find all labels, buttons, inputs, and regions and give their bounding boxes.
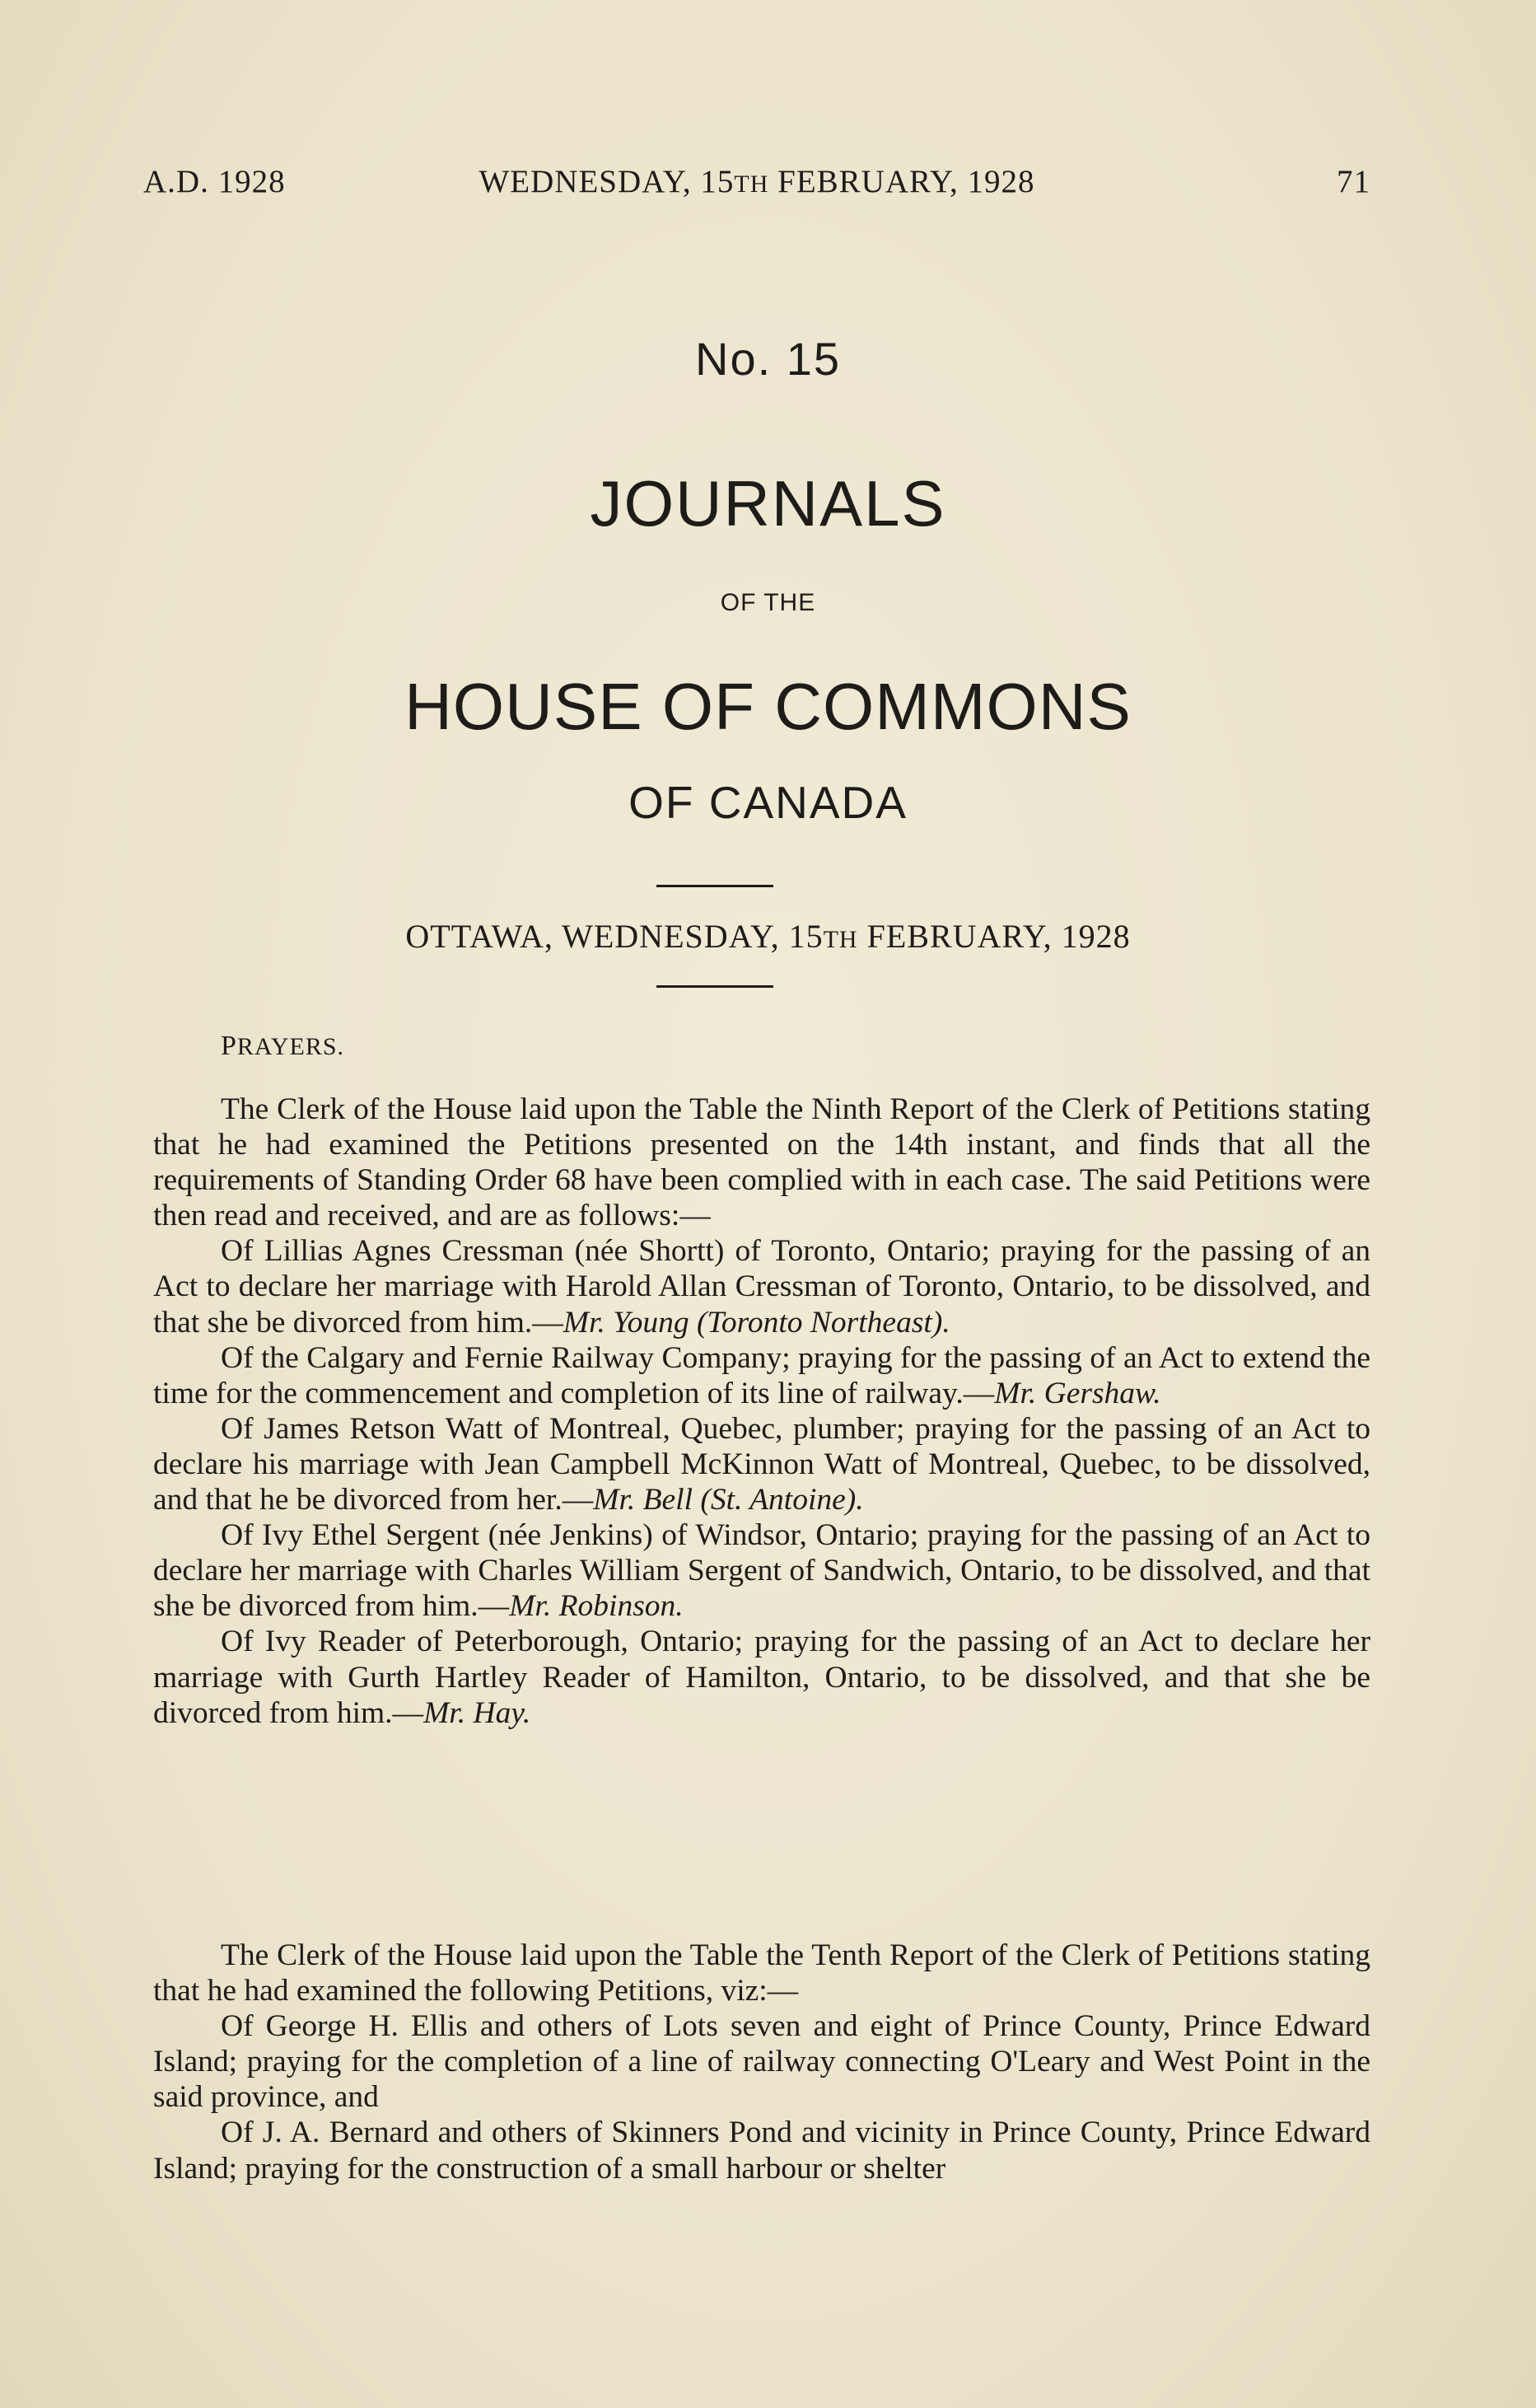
paragraph: Of James Retson Watt of Montreal, Quebec, plumber; praying for the passing of an Act to declare his marriage with Jean Campbell McKinnon Watt of Montreal, Quebec, to be dissolved, and that he be divorced from her.—Mr. Bell (St. Antoine). [153, 1411, 1370, 1517]
journal-number: No. 15 [695, 333, 841, 385]
dateline [0, 917, 1536, 956]
title-journals: JOURNALS [590, 467, 946, 540]
title-house-of-commons: HOUSE OF COMMONS [404, 670, 1132, 743]
dateline-prefix: OTTAWA, WEDNESDAY, 15 [405, 918, 824, 955]
divider-rule-bottom [656, 985, 773, 988]
member-name: Mr. Bell (St. Antoine). [593, 1483, 864, 1517]
member-name: Mr. Robinson. [509, 1589, 684, 1624]
paragraph: The Clerk of the House laid upon the Table the Tenth Report of the Clerk of Petitions stating that he had examined the following Petitions, viz:— [153, 1938, 1370, 2008]
header-date-prefix: WEDNESDAY, 15 [479, 164, 735, 199]
member-name: Mr. Young (Toronto Northeast). [563, 1305, 950, 1340]
prayers-heading [221, 1031, 344, 1062]
member-name: Mr. Hay. [423, 1695, 531, 1730]
paragraph: Of the Calgary and Fernie Railway Company; praying for the passing of an Act to extend the time for the commencement and completion of its line of railway.—Mr. Gershaw. [153, 1340, 1370, 1410]
dateline-suffix: FEBRUARY, 1928 [857, 918, 1131, 955]
prayers-initial: P [221, 1031, 237, 1061]
paragraph: Of Ivy Ethel Sergent (née Jenkins) of Windsor, Ontario; praying for the passing of an Act to declare her marriage with Charles William Sergent of Sandwich, Ontario, to be dissolved, and that she be divorced from him.—Mr. Robinson. [153, 1518, 1370, 1624]
paragraph: Of Ivy Reader of Peterborough, Ontario; praying for the passing of an Act to declare her marriage with Gurth Hartley Reader of Hamilton, Ontario, to be dissolved, and that she be divorced from him.—Mr. Hay. [153, 1625, 1370, 1730]
ninth-report-block [153, 1092, 1370, 1731]
member-name: Mr. Gershaw. [994, 1376, 1161, 1410]
title-of-the: OF THE [720, 589, 816, 616]
divider-rule-top [656, 885, 773, 887]
title-of-canada: OF CANADA [628, 777, 908, 828]
paragraph: Of Lillias Agnes Cressman (née Shortt) of Toronto, Ontario; praying for the passing of an Act to declare her marriage with Harold Allan Cressman of Toronto, Ontario, to be dissolved, and that she be divorced from him.—Mr. Young (Toronto Northeast). [153, 1234, 1370, 1340]
prayers-rest: RAYERS. [236, 1033, 345, 1060]
paragraph: Of J. A. Bernard and others of Skinners Pond and vicinity in Prince County, Prince Edward Island; praying for the construction of a small harbour or shelter [153, 2116, 1370, 2186]
header-year: A.D. 1928 [143, 164, 286, 199]
header-date [143, 163, 1370, 200]
dateline-ordinal: TH [823, 926, 858, 953]
running-header [143, 163, 1370, 206]
tenth-report-block [153, 1938, 1370, 2186]
header-date-suffix: FEBRUARY, 1928 [768, 164, 1035, 199]
paragraph: The Clerk of the House laid upon the Table the Ninth Report of the Clerk of Petitions stating that he had examined the Petitions presented on the 14th instant, and finds that all the requirements of Standing Order 68 have been complied with in each case. The said Petitions were then read and received, and are as follows:— [153, 1092, 1370, 1233]
page-number: 71 [1337, 164, 1370, 199]
header-date-ordinal: TH [734, 171, 769, 198]
paragraph: Of George H. Ellis and others of Lots seven and eight of Prince County, Prince Edward Island; praying for the completion of a line of railway connecting O'Leary and West Point in the said province, and [153, 2009, 1370, 2115]
